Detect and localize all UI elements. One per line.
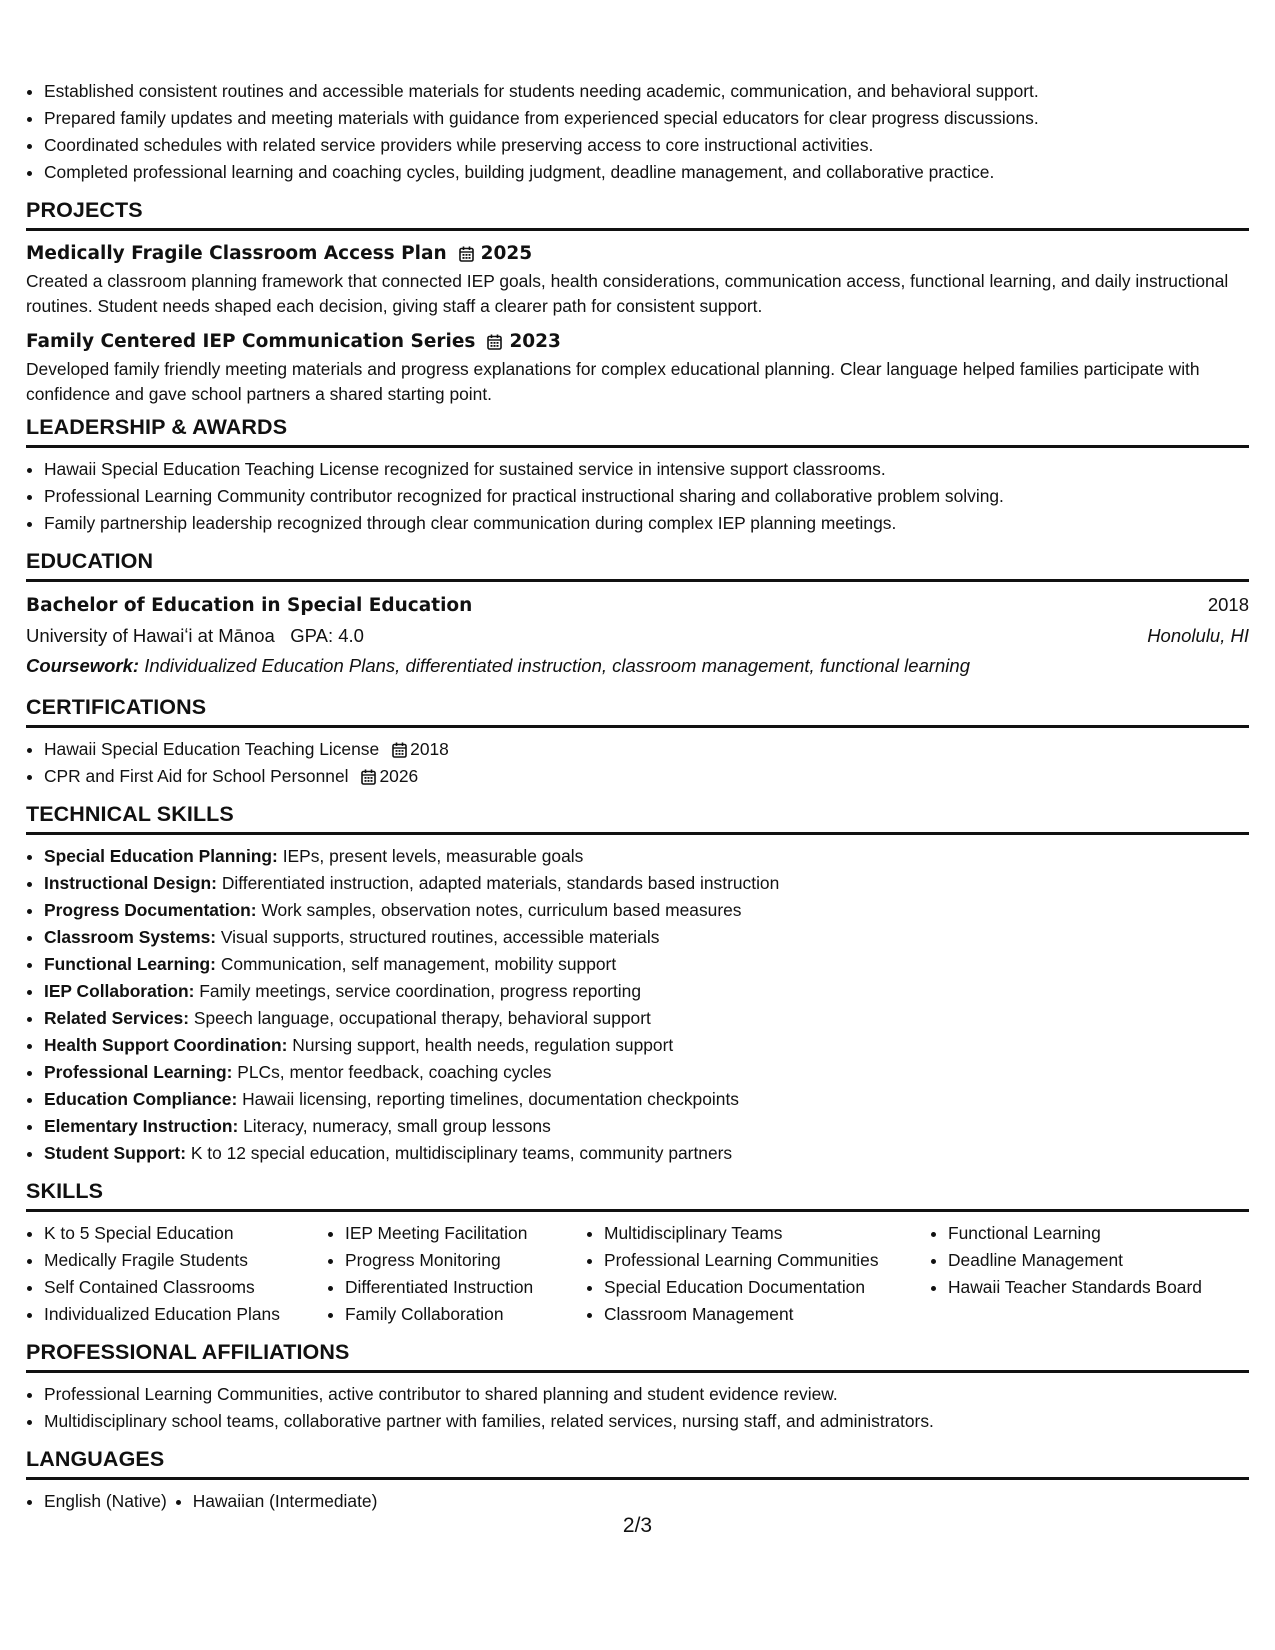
skill-text: Visual supports, structured routines, accessible materials: [220, 927, 660, 947]
list-item: • Completed professional learning and coaching cycles, building judgment, deadline management, and collaborative practice.: [44, 159, 1249, 186]
list-item: • Professional Learning Community contributor recognized for practical instructional sharing and collaborative problem solving.: [44, 483, 1249, 510]
leadership-list: [26, 456, 1249, 537]
list-item: • Hawaiian (Intermediate): [193, 1488, 378, 1515]
list-item: • Family Collaboration: [345, 1301, 586, 1328]
list-item: [44, 1032, 1249, 1059]
calendar-icon: [392, 742, 407, 758]
list-item: • Multidisciplinary school teams, collaborative partner with families, related services, nursing staff, and administrators.: [44, 1408, 1249, 1435]
list-item: [44, 763, 1249, 790]
list-item: • Medically Fragile Students: [44, 1247, 327, 1274]
skill-label: Classroom Systems:: [44, 927, 217, 947]
skill-label: Student Support:: [44, 1143, 186, 1163]
certifications-list: [26, 736, 1249, 790]
project-entry: [26, 239, 1249, 318]
list-item: • Functional Learning: [948, 1220, 1248, 1247]
education-degree: Bachelor of Education in Special Education: [26, 595, 473, 616]
list-item: [44, 978, 1249, 1005]
skill-text: PLCs, mentor feedback, coaching cycles: [237, 1062, 552, 1082]
project-title: Medically Fragile Classroom Access Plan: [26, 243, 447, 264]
project-description: Developed family friendly meeting materials and progress explanations for complex educational planning. Clear language helped families participate with confidence and gave school partners a shared starting point.: [26, 359, 1200, 404]
list-item: • Hawaii Teacher Standards Board: [948, 1274, 1248, 1301]
calendar-icon: [361, 769, 376, 785]
education-gpa: GPA: 4.0: [290, 625, 364, 646]
skill-label: Progress Documentation:: [44, 900, 257, 920]
skills-column: [26, 1220, 327, 1328]
list-item: • English (Native): [44, 1488, 167, 1515]
coursework-label: Coursework:: [26, 655, 140, 676]
skill-text: K to 12 special education, multidisciplinary teams, community partners: [190, 1143, 733, 1163]
list-item: • Coordinated schedules with related service providers while preserving access to core instructional activities.: [44, 132, 1249, 159]
skill-label: Professional Learning:: [44, 1062, 233, 1082]
skill-label: Education Compliance:: [44, 1089, 238, 1109]
skills-column: [327, 1220, 586, 1328]
project-year: 2023: [509, 331, 561, 352]
skill-text: IEPs, present levels, measurable goals: [282, 846, 584, 866]
list-item: [44, 1113, 1249, 1140]
project-year: 2025: [480, 243, 533, 264]
page-number: 2/3: [622, 1514, 653, 1537]
skills-column: [586, 1220, 930, 1328]
list-item: [44, 843, 1249, 870]
section-heading-languages: LANGUAGES: [26, 1447, 1249, 1480]
calendar-icon: [459, 246, 474, 262]
list-item: • Professional Learning Communities, active contributor to shared planning and student evidence review.: [44, 1381, 1249, 1408]
education-school: University of Hawaiʻi at Mānoa: [26, 625, 275, 646]
experience-bullets: [26, 78, 1249, 186]
list-item: • Prepared family updates and meeting materials with guidance from experienced special educators for clear progress discussions.: [44, 105, 1249, 132]
list-item: • K to 5 Special Education: [44, 1220, 327, 1247]
certification-year: 2026: [379, 766, 419, 786]
skill-label: Related Services:: [44, 1008, 190, 1028]
section-heading-leadership: LEADERSHIP & AWARDS: [26, 415, 1249, 448]
section-heading-technical-skills: TECHNICAL SKILLS: [26, 802, 1249, 835]
skills-grid: [26, 1220, 1249, 1328]
skill-text: Work samples, observation notes, curriculum based measures: [261, 900, 742, 920]
skill-label: Elementary Instruction:: [44, 1116, 239, 1136]
skill-label: Health Support Coordination:: [44, 1035, 288, 1055]
coursework-text: Individualized Education Plans, differentiated instruction, classroom management, functional learning: [144, 655, 970, 676]
calendar-icon: [487, 334, 502, 350]
skill-text: Speech language, occupational therapy, behavioral support: [193, 1008, 651, 1028]
section-heading-projects: PROJECTS: [26, 198, 1249, 231]
education-year: 2018: [1207, 594, 1249, 615]
affiliations-list: [26, 1381, 1249, 1435]
skill-label: IEP Collaboration:: [44, 981, 195, 1001]
technical-skills-list: [26, 843, 1249, 1167]
section-heading-affiliations: PROFESSIONAL AFFILIATIONS: [26, 1340, 1249, 1373]
section-heading-certifications: CERTIFICATIONS: [26, 695, 1249, 728]
certification-year: 2018: [410, 739, 449, 759]
section-heading-education: EDUCATION: [26, 549, 1249, 582]
list-item: [44, 951, 1249, 978]
education-location: Honolulu, HI: [1147, 625, 1249, 646]
skill-label: Instructional Design:: [44, 873, 217, 893]
list-item: [44, 870, 1249, 897]
section-heading-skills: SKILLS: [26, 1179, 1249, 1212]
resume-content: [26, 78, 1249, 1515]
list-item: • Differentiated Instruction: [345, 1274, 586, 1301]
skill-text: Communication, self management, mobility support: [220, 954, 617, 974]
list-item: • Individualized Education Plans: [44, 1301, 327, 1328]
project-description: Created a classroom planning framework that connected IEP goals, health considerations, communication access, functional learning, and daily instructional routines. Student needs shaped each decision, giving staff a clearer path for consistent support.: [26, 271, 1229, 316]
list-item: • Classroom Management: [604, 1301, 930, 1328]
list-item: [44, 897, 1249, 924]
certification-name: • Hawaii Special Education Teaching License: [44, 739, 380, 759]
skill-label: Special Education Planning:: [44, 846, 278, 866]
list-item: [44, 924, 1249, 951]
list-item: • Progress Monitoring: [345, 1247, 586, 1274]
list-item: [44, 1140, 1249, 1167]
list-item: • IEP Meeting Facilitation: [345, 1220, 586, 1247]
list-item: [44, 1059, 1249, 1086]
skill-text: Differentiated instruction, adapted materials, standards based instruction: [221, 873, 780, 893]
list-item: • Family partnership leadership recognized through clear communication during complex IEP planning meetings.: [44, 510, 1249, 537]
skills-column: [930, 1220, 1248, 1328]
list-item: • Hawaii Special Education Teaching License recognized for sustained service in intensive support classrooms.: [44, 456, 1249, 483]
skill-text: Hawaii licensing, reporting timelines, documentation checkpoints: [242, 1089, 739, 1109]
project-entry: [26, 327, 1249, 406]
list-item: [44, 736, 1249, 763]
education-coursework: [26, 651, 1249, 681]
list-item: • Established consistent routines and accessible materials for students needing academic, communication, and behavioral support.: [44, 78, 1249, 105]
skill-text: Literacy, numeracy, small group lessons: [243, 1116, 551, 1136]
list-item: • Self Contained Classrooms: [44, 1274, 327, 1301]
list-item: • Professional Learning Communities: [604, 1247, 930, 1274]
list-item: [44, 1005, 1249, 1032]
project-title: Family Centered IEP Communication Series: [26, 331, 476, 352]
languages-list: [26, 1488, 1249, 1515]
list-item: • Multidisciplinary Teams: [604, 1220, 930, 1247]
skill-text: Nursing support, health needs, regulation support: [292, 1035, 674, 1055]
skill-text: Family meetings, service coordination, progress reporting: [199, 981, 641, 1001]
list-item: • Special Education Documentation: [604, 1274, 930, 1301]
skill-label: Functional Learning:: [44, 954, 216, 974]
list-item: • Deadline Management: [948, 1247, 1248, 1274]
certification-name: • CPR and First Aid for School Personnel: [44, 766, 349, 786]
list-item: [44, 1086, 1249, 1113]
